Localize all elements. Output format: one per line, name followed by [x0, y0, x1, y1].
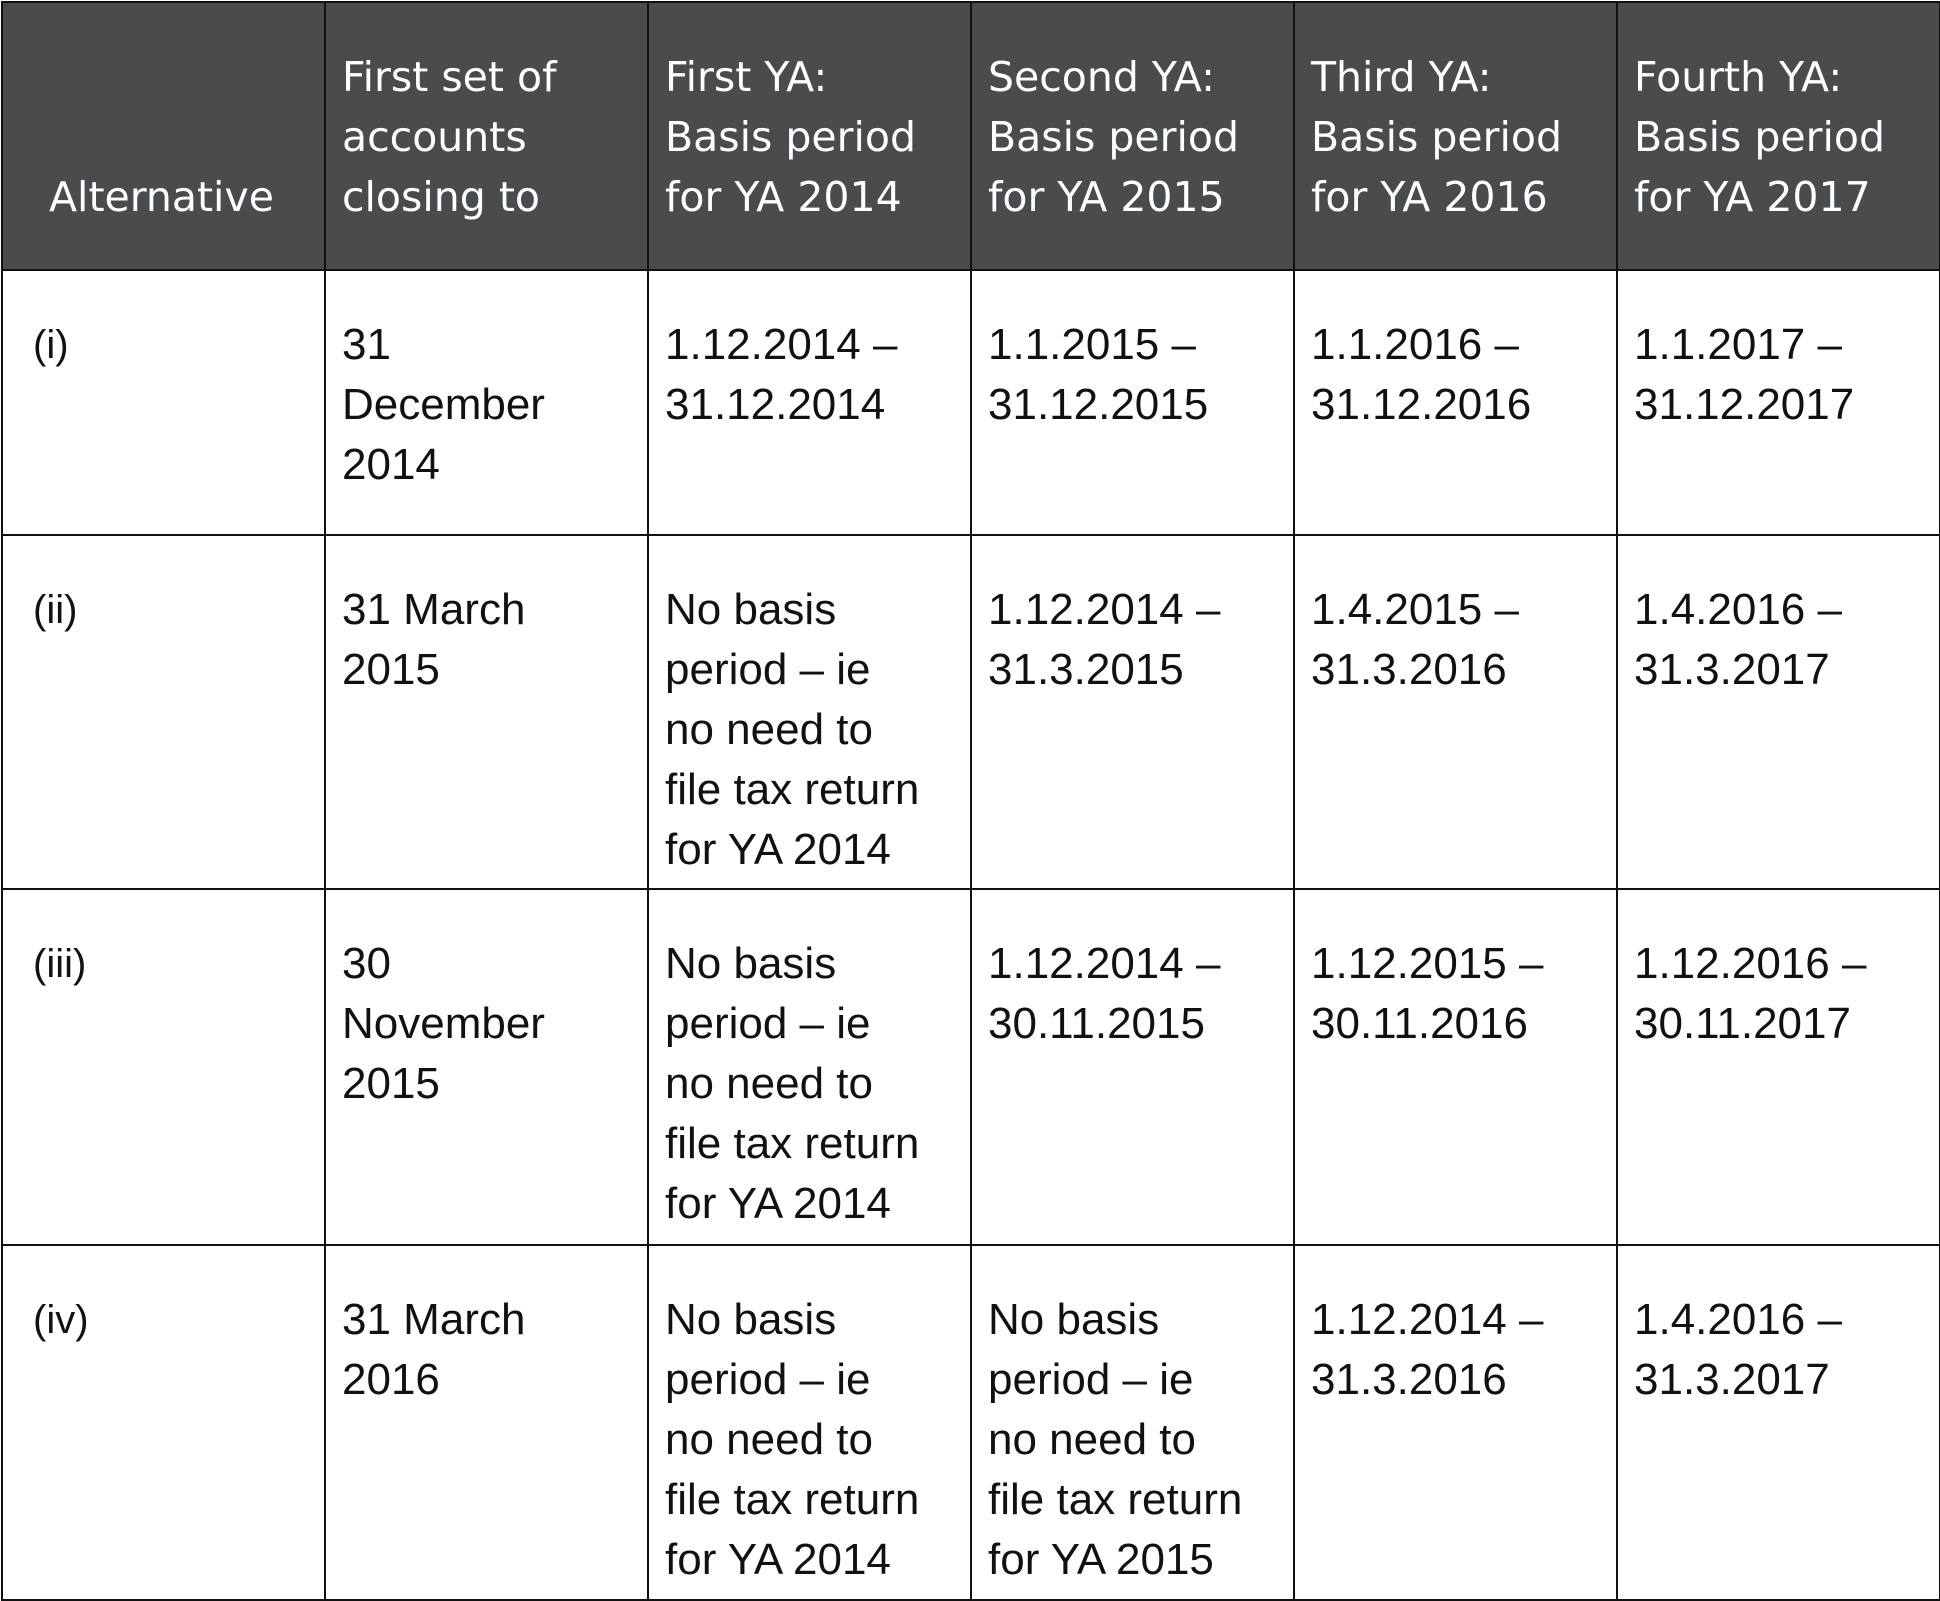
table-cell: 31 March 2016	[325, 1245, 648, 1600]
header-fourth-ya: Fourth YA: Basis period for YA 2017	[1617, 2, 1940, 270]
table-cell: 1.12.2014 – 30.11.2015	[971, 889, 1294, 1245]
table-row	[2, 1245, 1940, 1600]
header-first-ya: First YA: Basis period for YA 2014	[648, 2, 971, 270]
table-cell: No basis period – ie no need to file tax return for YA 2014	[648, 535, 971, 889]
table-header-row	[2, 2, 1940, 270]
table-cell-alternative: (i)	[2, 270, 325, 535]
table-cell-alternative: (iii)	[2, 889, 325, 1245]
header-first-accounts: First set of accounts closing to	[325, 2, 648, 270]
table-cell-alternative: (iv)	[2, 1245, 325, 1600]
header-third-ya: Third YA: Basis period for YA 2016	[1294, 2, 1617, 270]
table-cell: 1.1.2015 – 31.12.2015	[971, 270, 1294, 535]
table-cell: 31 March 2015	[325, 535, 648, 889]
table-cell: 1.12.2014 – 31.3.2015	[971, 535, 1294, 889]
table-cell: 1.12.2014 – 31.12.2014	[648, 270, 971, 535]
table-cell: 30 November 2015	[325, 889, 648, 1245]
table-cell: 1.4.2016 – 31.3.2017	[1617, 535, 1940, 889]
table-row	[2, 535, 1940, 889]
table-cell: 1.12.2016 – 30.11.2017	[1617, 889, 1940, 1245]
table-cell: 1.1.2017 – 31.12.2017	[1617, 270, 1940, 535]
table-cell: 1.4.2015 – 31.3.2016	[1294, 535, 1617, 889]
table-cell: No basis period – ie no need to file tax return for YA 2015	[971, 1245, 1294, 1600]
header-second-ya: Second YA: Basis period for YA 2015	[971, 2, 1294, 270]
table-cell: 31 December 2014	[325, 270, 648, 535]
table-cell: 1.12.2014 – 31.3.2016	[1294, 1245, 1617, 1600]
table-cell: 1.4.2016 – 31.3.2017	[1617, 1245, 1940, 1600]
table-cell: No basis period – ie no need to file tax return for YA 2014	[648, 889, 971, 1245]
table-row	[2, 270, 1940, 535]
header-alternative: Alternative	[2, 2, 325, 270]
table-cell: 1.1.2016 – 31.12.2016	[1294, 270, 1617, 535]
basis-period-table	[1, 1, 1940, 1601]
table-row	[2, 889, 1940, 1245]
table-cell-alternative: (ii)	[2, 535, 325, 889]
table-cell: No basis period – ie no need to file tax return for YA 2014	[648, 1245, 971, 1600]
table-cell: 1.12.2015 – 30.11.2016	[1294, 889, 1617, 1245]
